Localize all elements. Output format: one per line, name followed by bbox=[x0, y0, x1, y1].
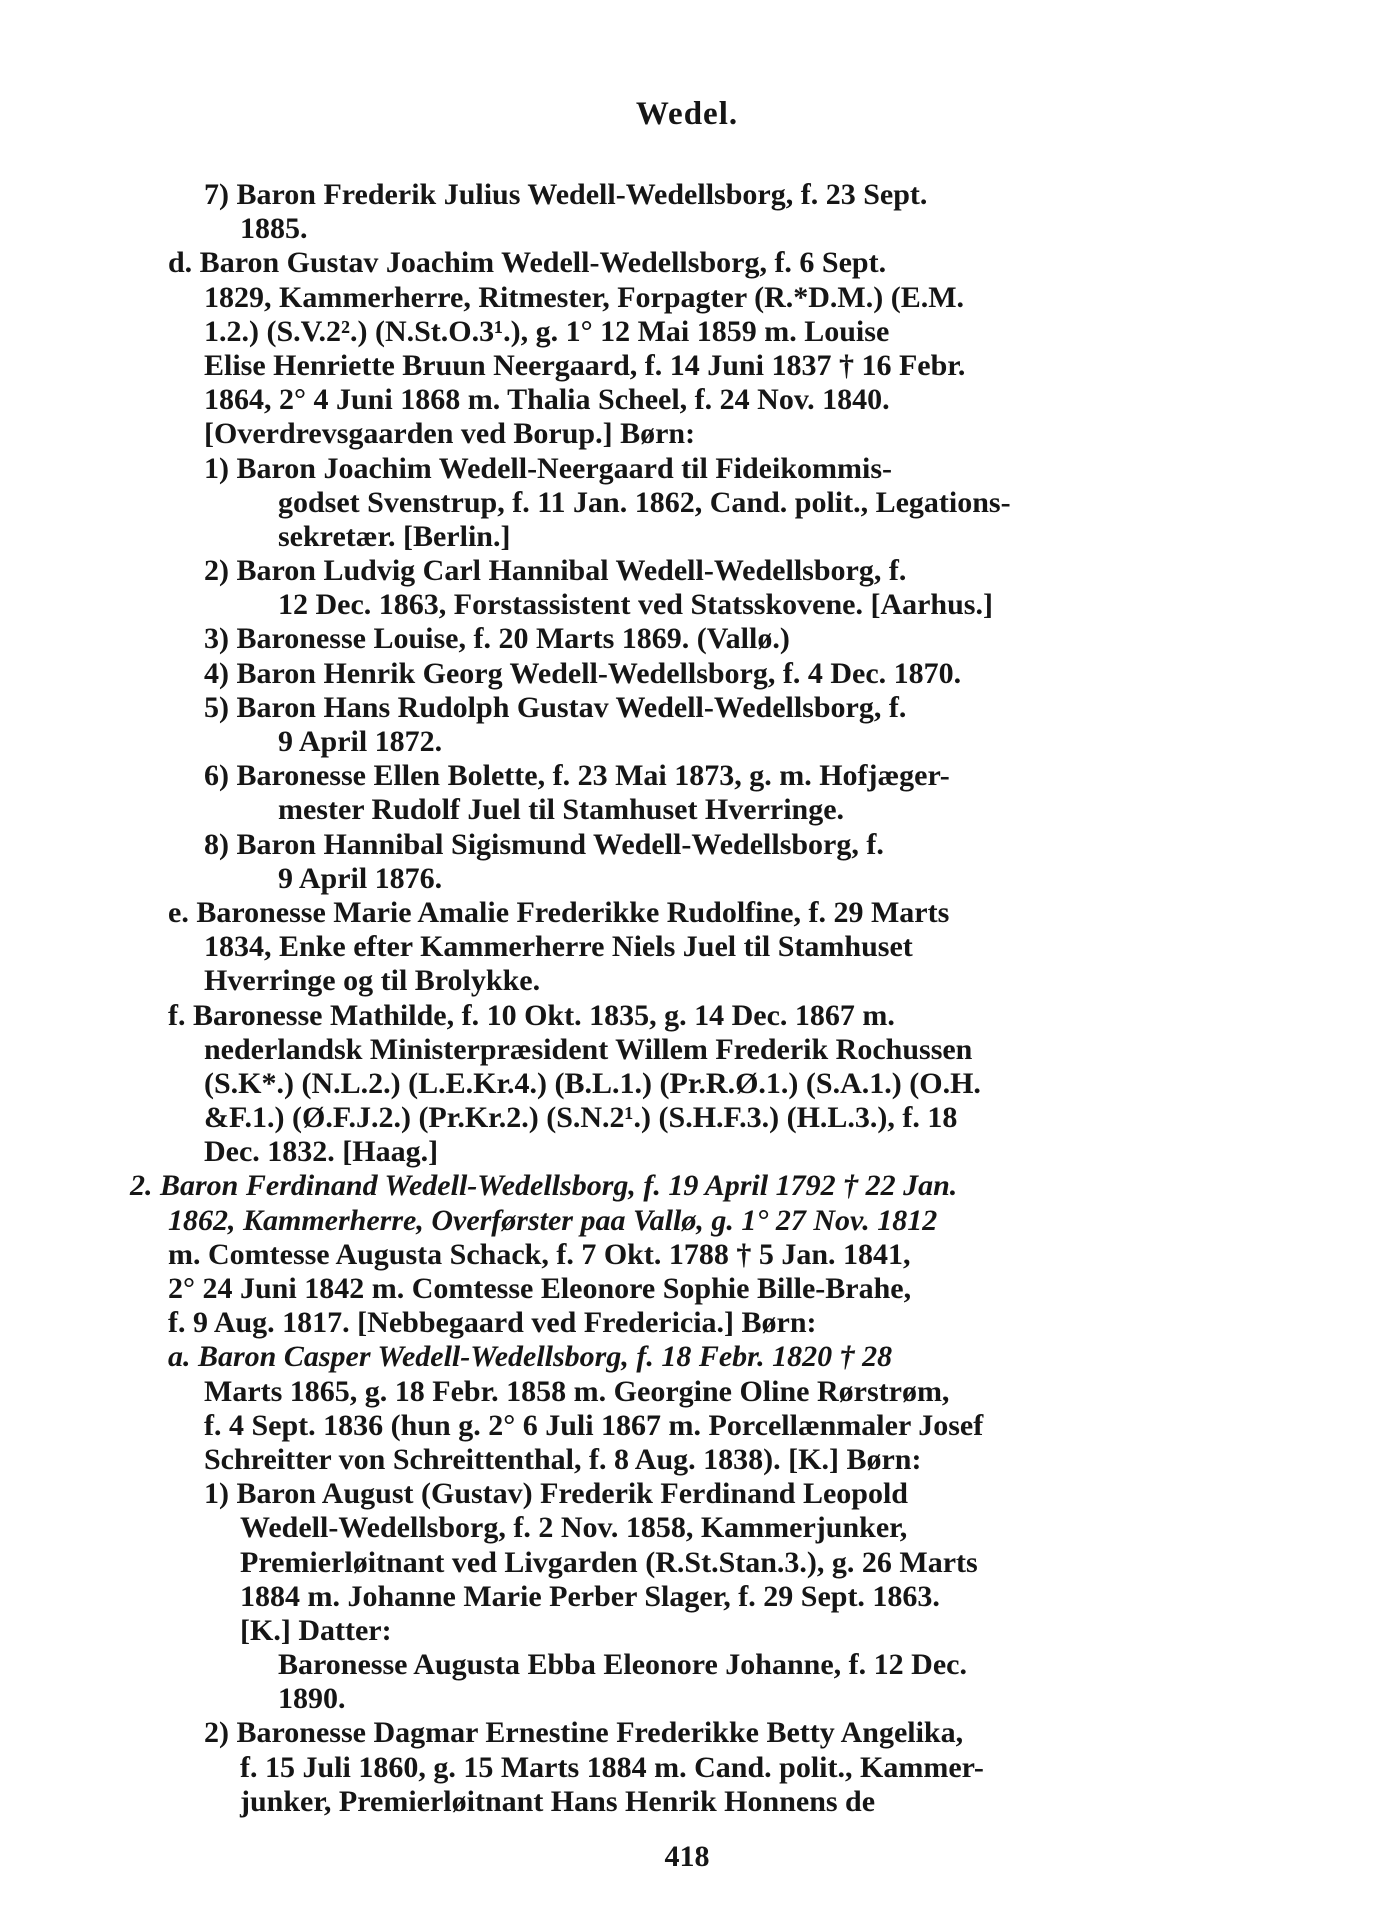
text-line: &F.1.) (Ø.F.J.2.) (Pr.Kr.2.) (S.N.2¹.) (S.H.F.3.) (H.L.3.), f. 18 bbox=[204, 1101, 958, 1135]
text-line: Marts 1865, g. 18 Febr. 1858 m. Georgine Oline Rørstrøm, bbox=[204, 1374, 950, 1408]
text-line: f. 15 Juli 1860, g. 15 Marts 1884 m. Cand. polit., Kammer- bbox=[240, 1750, 984, 1784]
text-line: 5) Baron Hans Rudolph Gustav Wedell-Wedellsborg, f. bbox=[204, 690, 907, 724]
text-line: Schreitter von Schreittenthal, f. 8 Aug. 1838). [K.] Børn: bbox=[204, 1442, 922, 1476]
text-line: a. Baron Casper Wedell-Wedellsborg, f. 18 Febr. 1820 † 28 bbox=[168, 1340, 893, 1374]
genealogy-text bbox=[130, 178, 1242, 1819]
text-line: 1864, 2° 4 Juni 1868 m. Thalia Scheel, f. 24 Nov. 1840. bbox=[204, 383, 890, 417]
text-line: 3) Baronesse Louise, f. 20 Marts 1869. (Vallø.) bbox=[204, 622, 790, 656]
text-line: [Overdrevsgaarden ved Borup.] Børn: bbox=[204, 417, 696, 451]
text-line: (S.K*.) (N.L.2.) (L.E.Kr.4.) (B.L.1.) (Pr.R.Ø.1.) (S.A.1.) (O.H. bbox=[204, 1066, 981, 1100]
text-line: 1885. bbox=[240, 212, 308, 246]
text-line: 1.2.) (S.V.2².) (N.St.O.3¹.), g. 1° 12 Mai 1859 m. Louise bbox=[204, 314, 890, 348]
text-line: 2) Baronesse Dagmar Ernestine Frederikke Betty Angelika, bbox=[204, 1716, 964, 1750]
text-line: sekretær. [Berlin.] bbox=[278, 519, 511, 553]
text-line: mester Rudolf Juel til Stamhuset Hverringe. bbox=[278, 793, 845, 827]
text-line: f. Baronesse Mathilde, f. 10 Okt. 1835, g. 14 Dec. 1867 m. bbox=[168, 998, 895, 1032]
text-line: junker, Premierløitnant Hans Henrik Honnens de bbox=[240, 1784, 876, 1818]
text-line: f. 9 Aug. 1817. [Nebbegaard ved Fredericia.] Børn: bbox=[168, 1306, 817, 1340]
text-line: godset Svenstrup, f. 11 Jan. 1862, Cand. polit., Legations- bbox=[278, 485, 1011, 519]
text-line: 6) Baronesse Ellen Bolette, f. 23 Mai 1873, g. m. Hofjæger- bbox=[204, 759, 950, 793]
text-line: Wedell-Wedellsborg, f. 2 Nov. 1858, Kammerjunker, bbox=[240, 1511, 908, 1545]
running-head: Wedel. bbox=[635, 96, 739, 132]
text-line: 1890. bbox=[278, 1682, 346, 1716]
text-line: 8) Baron Hannibal Sigismund Wedell-Wedellsborg, f. bbox=[204, 827, 884, 861]
text-line: 4) Baron Henrik Georg Wedell-Wedellsborg, f. 4 Dec. 1870. bbox=[204, 656, 962, 690]
text-line: 12 Dec. 1863, Forstassistent ved Statsskovene. [Aarhus.] bbox=[278, 588, 993, 622]
text-line: 1) Baron Joachim Wedell-Neergaard til Fideikommis- bbox=[204, 451, 892, 485]
text-line: d. Baron Gustav Joachim Wedell-Wedellsborg, f. 6 Sept. bbox=[168, 246, 887, 280]
text-line: 9 April 1876. bbox=[278, 861, 443, 895]
page-number: 418 bbox=[664, 1840, 710, 1873]
text-line: 1834, Enke efter Kammerherre Niels Juel til Stamhuset bbox=[204, 930, 913, 964]
text-line: 1) Baron August (Gustav) Frederik Ferdinand Leopold bbox=[204, 1477, 908, 1511]
text-line: 2° 24 Juni 1842 m. Comtesse Eleonore Sophie Bille-Brahe, bbox=[168, 1272, 912, 1305]
text-line: Dec. 1832. [Haag.] bbox=[204, 1135, 439, 1169]
text-line: f. 4 Sept. 1836 (hun g. 2° 6 Juli 1867 m. Porcellænmaler Josef bbox=[204, 1408, 984, 1442]
text-line: e. Baronesse Marie Amalie Frederikke Rudolfine, f. 29 Marts bbox=[168, 895, 950, 929]
text-line: Baronesse Augusta Ebba Eleonore Johanne, f. 12 Dec. bbox=[278, 1648, 967, 1682]
text-line: [K.] Datter: bbox=[240, 1613, 392, 1647]
text-line: nederlandsk Ministerpræsident Willem Frederik Rochussen bbox=[204, 1032, 973, 1066]
text-line: Premierløitnant ved Livgarden (R.St.Stan.3.), g. 26 Marts bbox=[240, 1545, 978, 1579]
text-line: 2. Baron Ferdinand Wedell-Wedellsborg, f. 19 April 1792 † 22 Jan. bbox=[130, 1169, 958, 1203]
text-line: m. Comtesse Augusta Schack, f. 7 Okt. 1788 † 5 Jan. 1841, bbox=[168, 1237, 911, 1271]
text-line: 1862, Kammerherre, Overførster paa Vallø, g. 1° 27 Nov. 1812 bbox=[168, 1203, 938, 1237]
text-line: Hverringe og til Brolykke. bbox=[204, 964, 541, 998]
text-line: 9 April 1872. bbox=[278, 725, 443, 758]
text-line: 2) Baron Ludvig Carl Hannibal Wedell-Wedellsborg, f. bbox=[204, 554, 907, 588]
text-line: Elise Henriette Bruun Neergaard, f. 14 Juni 1837 † 16 Febr. bbox=[204, 348, 966, 382]
text-line: 1829, Kammerherre, Ritmester, Forpagter (R.*D.M.) (E.M. bbox=[204, 280, 965, 314]
text-line: 7) Baron Frederik Julius Wedell-Wedellsborg, f. 23 Sept. bbox=[204, 178, 928, 211]
text-line: 1884 m. Johanne Marie Perber Slager, f. 29 Sept. 1863. bbox=[240, 1579, 940, 1613]
